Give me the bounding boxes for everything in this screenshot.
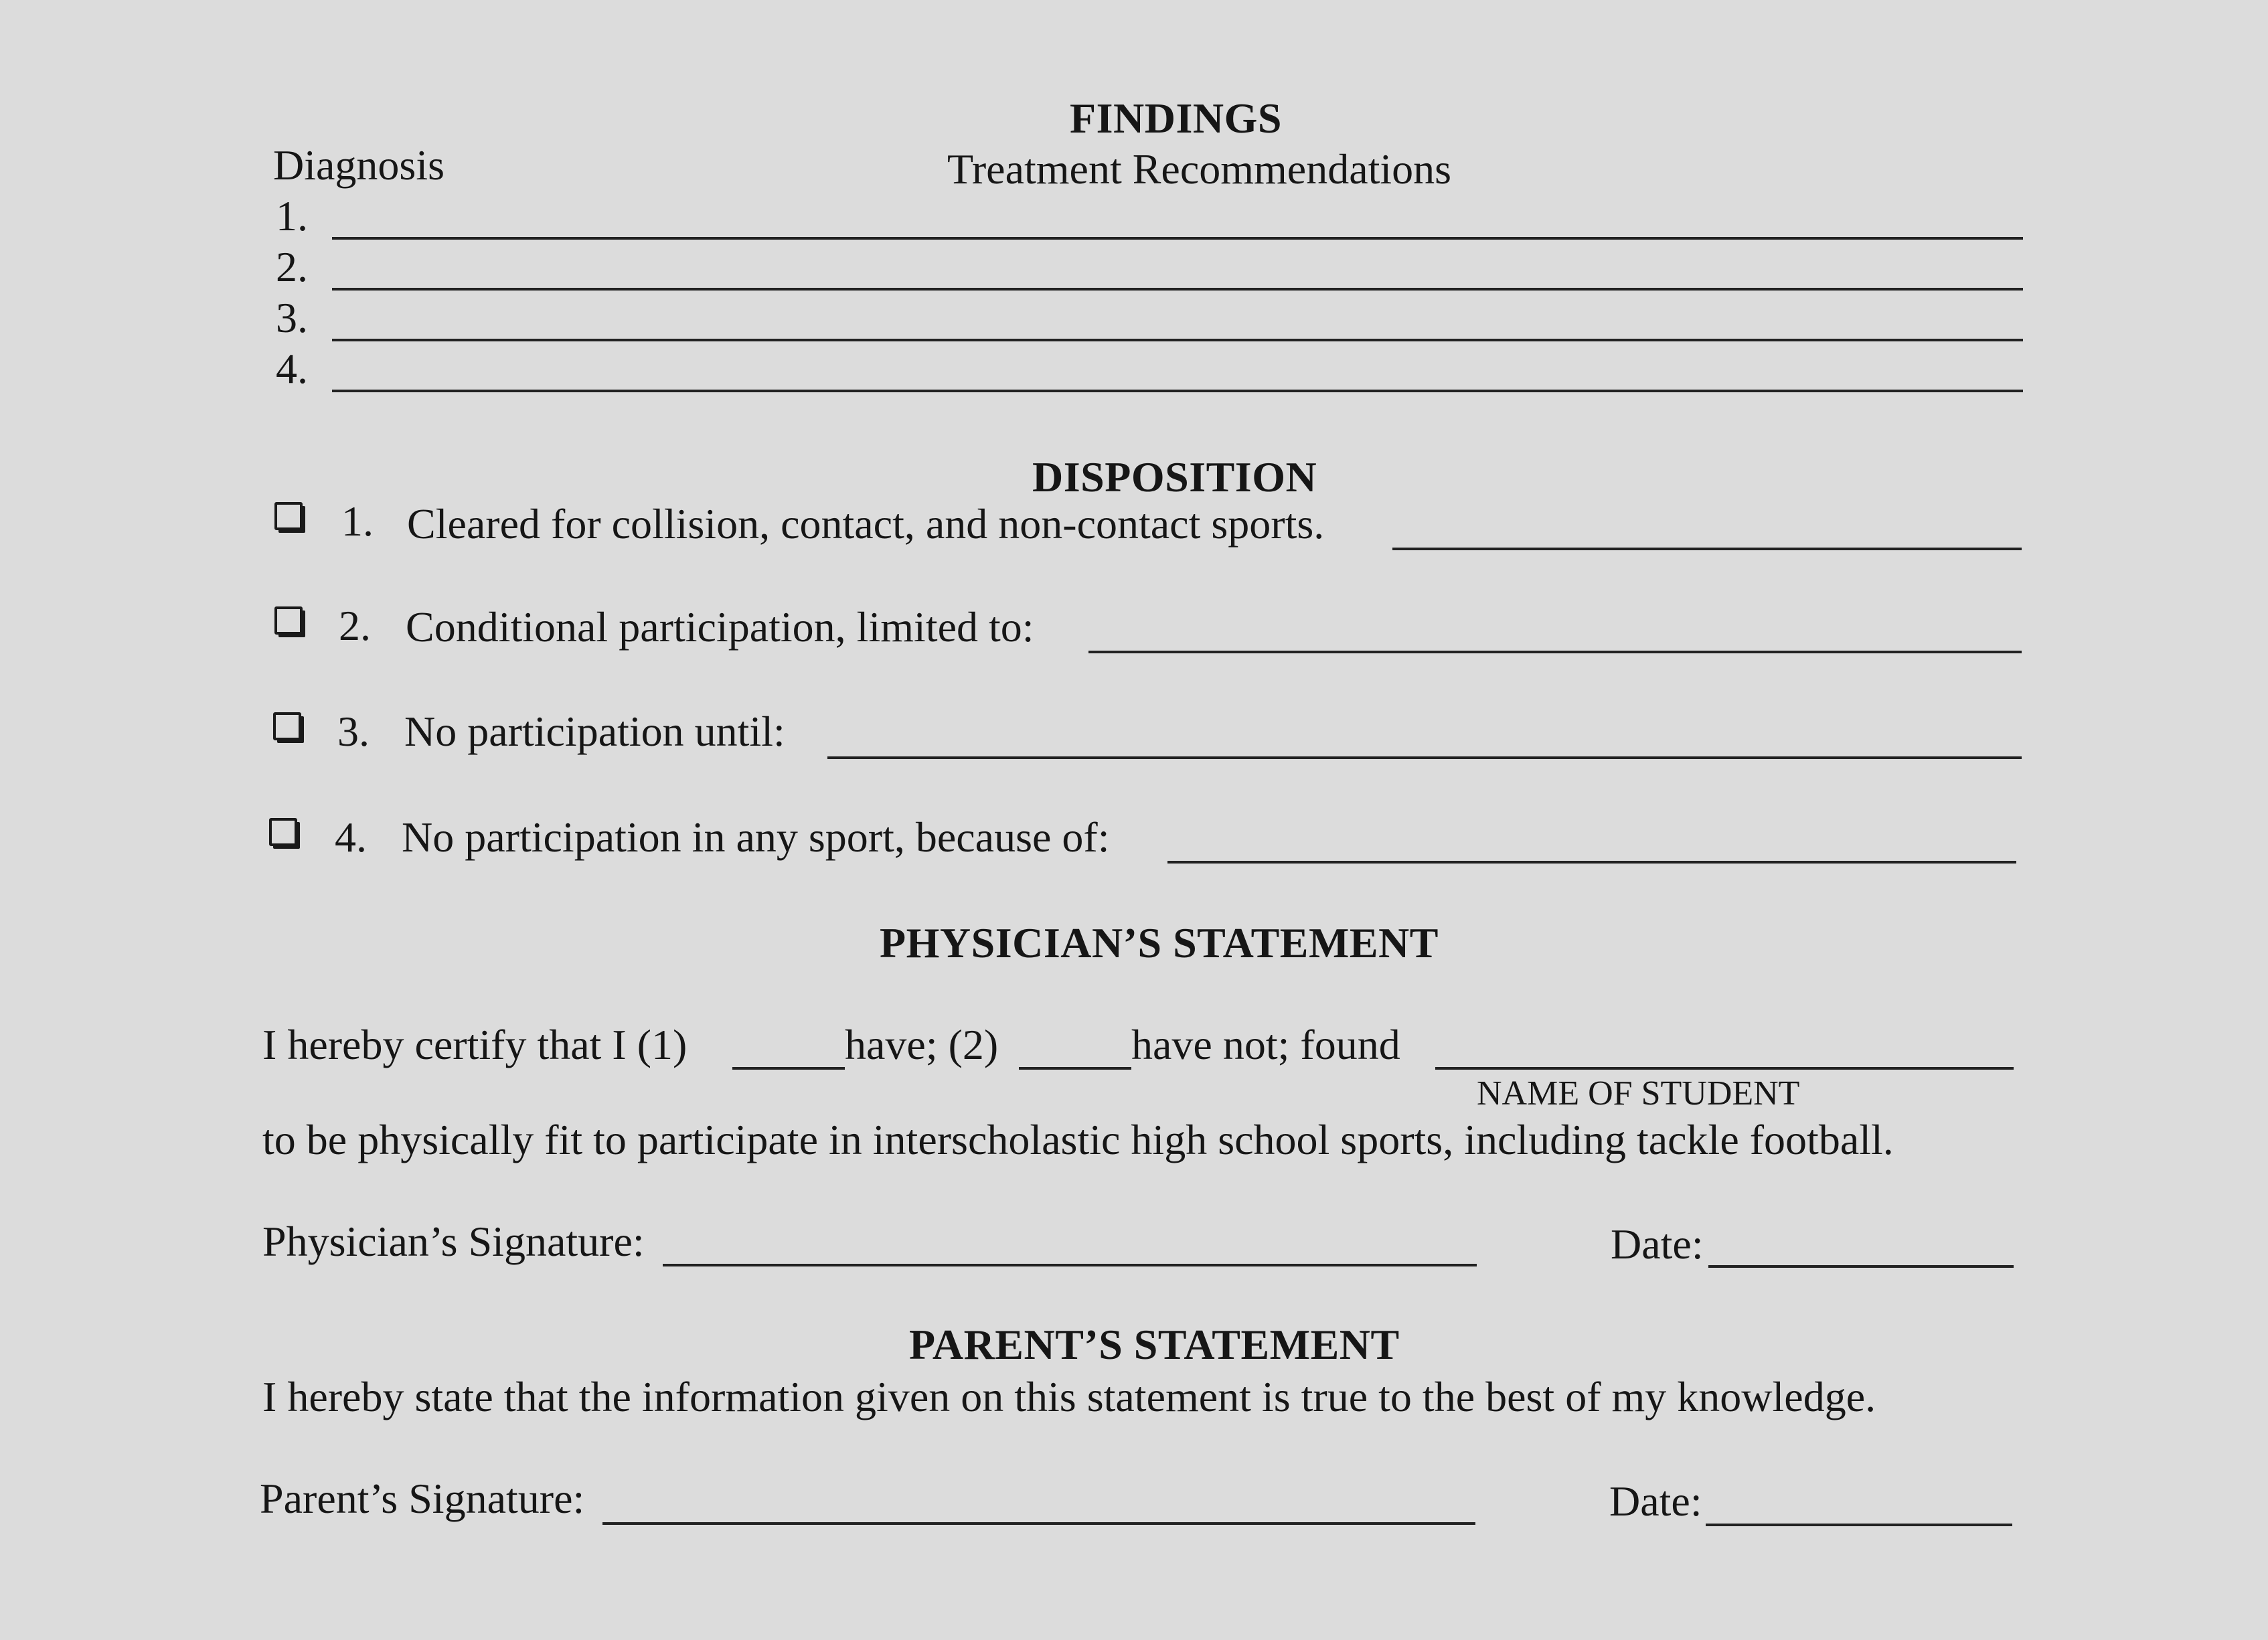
diagnosis-line-2[interactable]	[332, 288, 2023, 291]
parent-date-line[interactable]	[1706, 1524, 2012, 1526]
disposition-number-4: 4.	[335, 813, 367, 861]
diagnosis-line-1[interactable]	[332, 237, 2023, 240]
have-not-blank[interactable]	[1019, 1067, 1131, 1070]
disposition-checkbox-4[interactable]	[269, 818, 297, 846]
parent-statement-text: I hereby state that the information given on this statement is true to the best of my knowledge.	[262, 1373, 1876, 1420]
certify-text: I hereby certify that I (1)	[262, 1021, 687, 1068]
disposition-number-2: 2.	[339, 602, 371, 649]
have-not-text: have not; found	[1131, 1021, 1400, 1068]
findings-subtitle: Treatment Recommendations	[947, 145, 1452, 193]
have-blank[interactable]	[732, 1067, 845, 1070]
disposition-number-3: 3.	[337, 708, 370, 755]
diagnosis-number-3: 3.	[276, 294, 308, 341]
disposition-checkbox-1[interactable]	[274, 502, 303, 530]
disposition-line-4[interactable]	[1167, 861, 2016, 864]
student-name-line[interactable]	[1435, 1067, 2014, 1070]
parent-signature-line[interactable]	[602, 1522, 1475, 1525]
disposition-title: DISPOSITION	[1032, 453, 1317, 501]
parent-statement-title: PARENT’S STATEMENT	[909, 1321, 1400, 1368]
disposition-text-4: No participation in any sport, because of:	[402, 813, 1110, 861]
diagnosis-number-1: 1.	[276, 192, 308, 240]
physically-fit-text: to be physically fit to participate in interscholastic high school sports, including tackle football.	[262, 1116, 1894, 1163]
student-name-caption: NAME OF STUDENT	[1477, 1074, 1800, 1113]
disposition-line-3[interactable]	[827, 756, 2022, 759]
physician-signature-line[interactable]	[663, 1264, 1477, 1266]
have-text: have; (2)	[845, 1021, 999, 1068]
diagnosis-line-3[interactable]	[332, 339, 2023, 341]
diagnosis-label: Diagnosis	[273, 141, 444, 189]
disposition-text-3: No participation until:	[404, 708, 785, 755]
diagnosis-line-4[interactable]	[332, 390, 2023, 392]
disposition-text-1: Cleared for collision, contact, and non-contact sports.	[407, 500, 1325, 548]
parent-date-label: Date:	[1609, 1477, 1702, 1525]
disposition-line-2[interactable]	[1088, 651, 2022, 653]
disposition-checkbox-2[interactable]	[274, 606, 303, 635]
physician-signature-label: Physician’s Signature:	[262, 1218, 645, 1265]
diagnosis-number-2: 2.	[276, 243, 308, 291]
diagnosis-number-4: 4.	[276, 345, 308, 392]
parent-signature-label: Parent’s Signature:	[260, 1475, 585, 1522]
disposition-text-2: Conditional participation, limited to:	[406, 603, 1034, 651]
physician-date-label: Date:	[1611, 1220, 1704, 1268]
disposition-checkbox-3[interactable]	[273, 712, 301, 740]
disposition-line-1[interactable]	[1392, 548, 2022, 550]
findings-title: FINDINGS	[1070, 94, 1282, 142]
disposition-number-1: 1.	[341, 497, 374, 545]
physician-date-line[interactable]	[1708, 1265, 2014, 1268]
physician-statement-title: PHYSICIAN’S STATEMENT	[880, 919, 1439, 967]
